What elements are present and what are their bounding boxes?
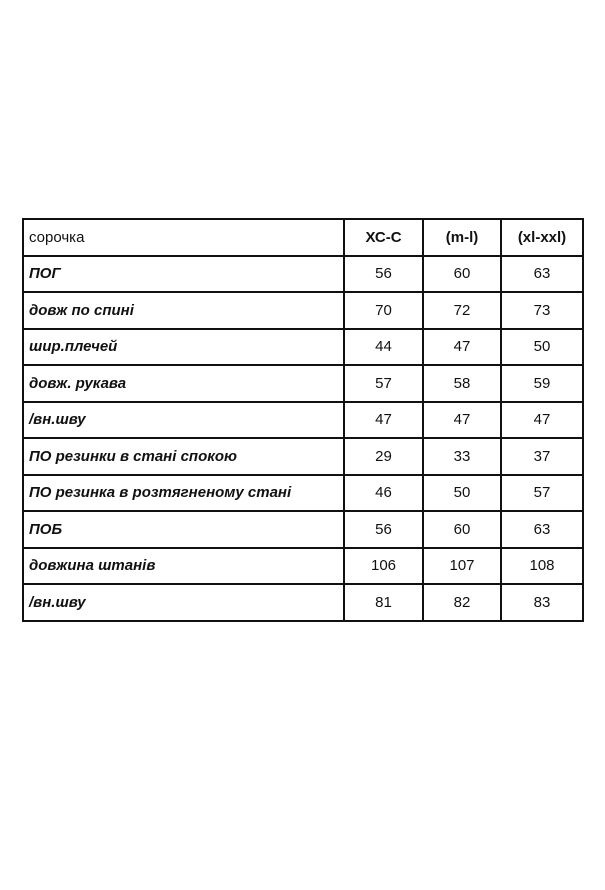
- measurement-value: 56: [344, 256, 423, 293]
- size-chart-table: [22, 218, 584, 622]
- measurement-value: 82: [423, 584, 501, 621]
- size-column-header: (m-l): [423, 219, 501, 256]
- measurement-value: 70: [344, 292, 423, 329]
- table-row: [23, 329, 583, 366]
- measurement-value: 46: [344, 475, 423, 512]
- table-row: [23, 584, 583, 621]
- measurement-value: 47: [501, 402, 583, 439]
- measurement-value: 60: [423, 256, 501, 293]
- row-label: /вн.шву: [23, 402, 344, 439]
- table-row: [23, 475, 583, 512]
- measurement-value: 37: [501, 438, 583, 475]
- measurement-value: 59: [501, 365, 583, 402]
- table-row: [23, 511, 583, 548]
- table-row: [23, 548, 583, 585]
- table-row: [23, 402, 583, 439]
- measurement-value: 47: [423, 402, 501, 439]
- row-label: /вн.шву: [23, 584, 344, 621]
- measurement-value: 50: [423, 475, 501, 512]
- row-label: шир.плечей: [23, 329, 344, 366]
- measurement-value: 57: [344, 365, 423, 402]
- measurement-value: 83: [501, 584, 583, 621]
- measurement-value: 63: [501, 511, 583, 548]
- measurement-value: 73: [501, 292, 583, 329]
- measurement-value: 106: [344, 548, 423, 585]
- table-header-row: [23, 219, 583, 256]
- size-column-header: ХС-С: [344, 219, 423, 256]
- table-row: [23, 292, 583, 329]
- row-label: довж по спині: [23, 292, 344, 329]
- measurement-value: 33: [423, 438, 501, 475]
- row-label: довж. рукава: [23, 365, 344, 402]
- measurement-value: 56: [344, 511, 423, 548]
- measurement-value: 50: [501, 329, 583, 366]
- measurement-value: 47: [423, 329, 501, 366]
- table-row: [23, 256, 583, 293]
- measurement-value: 72: [423, 292, 501, 329]
- measurement-value: 81: [344, 584, 423, 621]
- row-label: ПО резинка в розтягненому стані: [23, 475, 344, 512]
- measurement-value: 108: [501, 548, 583, 585]
- measurement-value: 58: [423, 365, 501, 402]
- measurement-value: 60: [423, 511, 501, 548]
- row-label: ПОБ: [23, 511, 344, 548]
- measurement-value: 29: [344, 438, 423, 475]
- measurement-value: 44: [344, 329, 423, 366]
- table-row: [23, 365, 583, 402]
- row-label: ПОГ: [23, 256, 344, 293]
- size-column-header: (xl-xxl): [501, 219, 583, 256]
- header-label: сорочка: [23, 219, 344, 256]
- row-label: ПО резинки в стані спокою: [23, 438, 344, 475]
- table-row: [23, 438, 583, 475]
- row-label: довжина штанів: [23, 548, 344, 585]
- measurement-value: 57: [501, 475, 583, 512]
- measurement-value: 47: [344, 402, 423, 439]
- measurement-value: 63: [501, 256, 583, 293]
- measurement-value: 107: [423, 548, 501, 585]
